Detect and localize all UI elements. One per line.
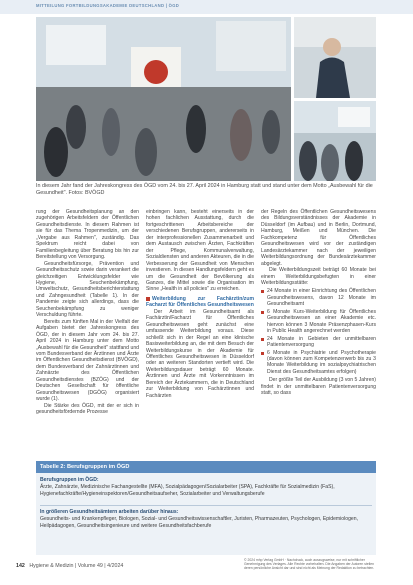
speaker-photo — [294, 17, 376, 98]
section-marker-icon — [146, 297, 150, 301]
table-title-bar — [36, 461, 376, 473]
section-heading-text: Weiterbildung zur Fachärztin/zum Facharzt für Öffentliches Gesundheitswesen — [146, 295, 254, 309]
paragraph: der Regeln des Öffentlichen Gesundheitswesens des Bildungsverständnisses der Akademie in Düsseldorf (im Aufbau) und in Berlin, Dortmund, Hamburg, Meißen und München. Die Fachkompetenz für Öffentliches Gesundheitswesen wird vor der zuständigen Landesärztekammer nach der jeweiligen Weiterbildungsordnung der Bundesärztekammer abgelegt. — [261, 209, 376, 267]
header-text: MITTEILUNG FORTBILDUNGSAKADEMIE DEUTSCHLAND | ÖGD — [36, 3, 180, 8]
table-text: Gesundheits- und Krankenpfleger, Biologen, Sozial- und Gesundheitswissenschaftler, Juristen, Pharmazeuten, Psychologen, Epidemiologen, Heilpädagogen, Gesundheitsingenieure und weitere Gesundheitsfachberufe — [40, 516, 358, 529]
bullet-item: 24 Monate in Gebieten der unmittelbaren Patientenversorgung — [261, 336, 376, 349]
article-column-3 — [261, 209, 376, 397]
paragraph: Der größte Teil der Ausbildung (3 von 5 Jahren) findet in der unmittelbaren Patientenversorgung statt, so dass — [261, 377, 376, 397]
copyright-notice: © 2024 mhp Verlag GmbH · Nachdruck, auch auszugsweise, nur mit schriftlicher Genehmigung des Verlages. Alle Rechte vorbehalten. Die Angaben der Autoren stellen deren persönliche Ansicht dar und sind nicht als Meinung der Redaktion zu betrachten. — [244, 558, 375, 571]
paragraph: rung der Gesundheitsplanung an den zugehörigen Arbeitsfeldern der Öffentlichen Gesundheitsdienste. In diesem Rahmen ist sie für das Thema Tropenmedizin, um der „Vergabe aus Rahmen", zuständig. Das Spektrum reicht dabei von Familienbegleitung über Beratung bis hin zur Bereitstellung von Versorgung. — [36, 209, 139, 261]
congress-hall-illustration — [36, 17, 291, 181]
congress-hall-photo — [36, 17, 291, 181]
table-subheading: Berufsgruppen im ÖGD: — [40, 477, 99, 483]
table-text: Ärzte, Zahnärzte, Medizinische Fachangestellte (MFA), Sozialpädagogen/Sozialarbeiter (SPA), Fachkräfte für Sozialmedizin (FaS), Hygienefachkräfte/Hygieneinspektoren/Gesundheitsaufseher, Sozialarbeiter und Verwaltungsberufe — [40, 484, 335, 497]
article-column-1 — [36, 209, 139, 416]
journal-citation: Hygiene & Medizin | Volume 49 | 4/2024 — [29, 563, 124, 569]
paragraph: Die Weiterbildungszeit beträgt 60 Monate bei einem Weiterbildungsbefugten in einer Weiterbildungsstätte: — [261, 267, 376, 286]
page-number: 142 — [16, 563, 25, 569]
paragraph: Gesundheitsfürsorge, Prävention und Gesundheitsschutz sowie darin verankert die gleichzeitigen Entwicklungsfelder wie Hygiene, Seuchenbekämpfung, Umweltschutz, Gesundheitsberichterstattung und Zahngesundheit (Tabelle 1). In der Pandemie zeigte sich allerdings, dass die Seuchenbekämpfung zu weniger Verschuldung führte. — [36, 260, 139, 319]
photo-caption: In diesem Jahr fand der Jahreskongress des ÖGD vom 24. bis 27. April 2024 in Hamburg statt und stand unter dem Motto „Ausbewahl für die Gesundheit". Fotos: BVÖGD — [36, 183, 373, 197]
table-title: Tabelle 2: Berufsgruppen im ÖGD — [40, 464, 130, 470]
header-bar — [0, 0, 413, 14]
info-table — [36, 461, 376, 555]
bullet-item: 24 Monate in einer Einrichtung des Öffentlichen Gesundheitswesens, davon 12 Monate im Gesundheitsamt — [261, 288, 376, 307]
paragraph: Der Arbeit im Gesundheitsamt als Fachärztin/Facharzt für Öffentliches Gesundheitswesen geht zunächst eine umfassende Weiterbildung voraus. Diese schließt sich in der Regel an eine klinische Basisweiterbildung an, die mit dem Besuch der Weiterbildungskurse in der Akademie für Öffentliches Gesundheitswesen in Düsseldorf oder an weiteren Standorten vertieft wird. Die Weiterbildungsdauer beträgt 60 Monate. Ärztinnen und Ärzte mit Vorkenntnissen im Bereich der Ärztekammern, die in Deutschland zur Weiterbildung von Fachärztinnen und Fachärzten — [146, 308, 254, 399]
speaker-illustration — [294, 17, 376, 98]
section-heading — [146, 296, 254, 309]
audience-photo — [294, 101, 376, 181]
bullet-item: 6 Monate in Psychiatrie und Psychotherapie (davon können zum Kompetenzerwerb bis zu 3 Monate Weiterbildung im sozialpsychiatrischen Dienst des Gesundheitsamtes erfolgen) — [261, 350, 376, 376]
table-subheading: In größeren Gesundheitsämtern arbeiten darüber hinaus: — [40, 509, 179, 515]
paragraph: einbringen kann, besteht einerseits in der hohen fachlichen Ausstattung, durch die fortgeschrittenen Arbeitsbereiche der verschiedenen Berufsgruppen, andererseits in der interprofessionellen Zusammenarbeit und dem Austausch zwischen Ärzten, Fachkräften der Pflege, Kommunalverwaltung, Sozialdiensten und anderen Akteuren, die in die Verbesserung der Gesundheit von Menschen investieren. In diesen Handlungsfeldern geht es um die Gesundheit der Bevölkerung als Ganzes, die Mittel sowie die Organisation im Sinne „Health in all policies" zu erreichen. — [146, 209, 254, 293]
paragraph: Die Stärke des ÖGD, mit der er sich in gesundheitsfördernde Prozesse — [36, 402, 139, 416]
bullet-list — [261, 288, 376, 375]
bullet-item: 6 Monate Kurs-Weiterbildung für Öffentliches Gesundheitswesen an einer Akademie etc. hiervon können 3 Monate Präsenzphasen-Kurs in Public Health angerechnet werden — [261, 309, 376, 335]
paragraph: Bereits zum fünften Mal in der Vielfalt der Aufgaben bietet der Jahreskongress des ÖGD, der in diesem Jahr vom 24. bis 27. April 2024 in Hamburg unter dem Motto „Ausbewahl für die Gesundheit" stattfand und vom Bundesverband der Ärztinnen und Ärzte im Öffentlichen Gesundheitsdienst (BVÖGD), dem Bundesverband der Zahnärztinnen und Zahnärzte des Öffentlichen Gesundheitsdienstes (BZÖG) und der Deutschen Gesellschaft für öffentliche Gesundheitswesen (DGÖG) organisiert wurde (1). — [36, 318, 139, 403]
audience-illustration — [294, 101, 376, 181]
article-column-2 — [146, 209, 254, 399]
page-footer — [16, 563, 123, 569]
table-divider — [40, 505, 372, 506]
